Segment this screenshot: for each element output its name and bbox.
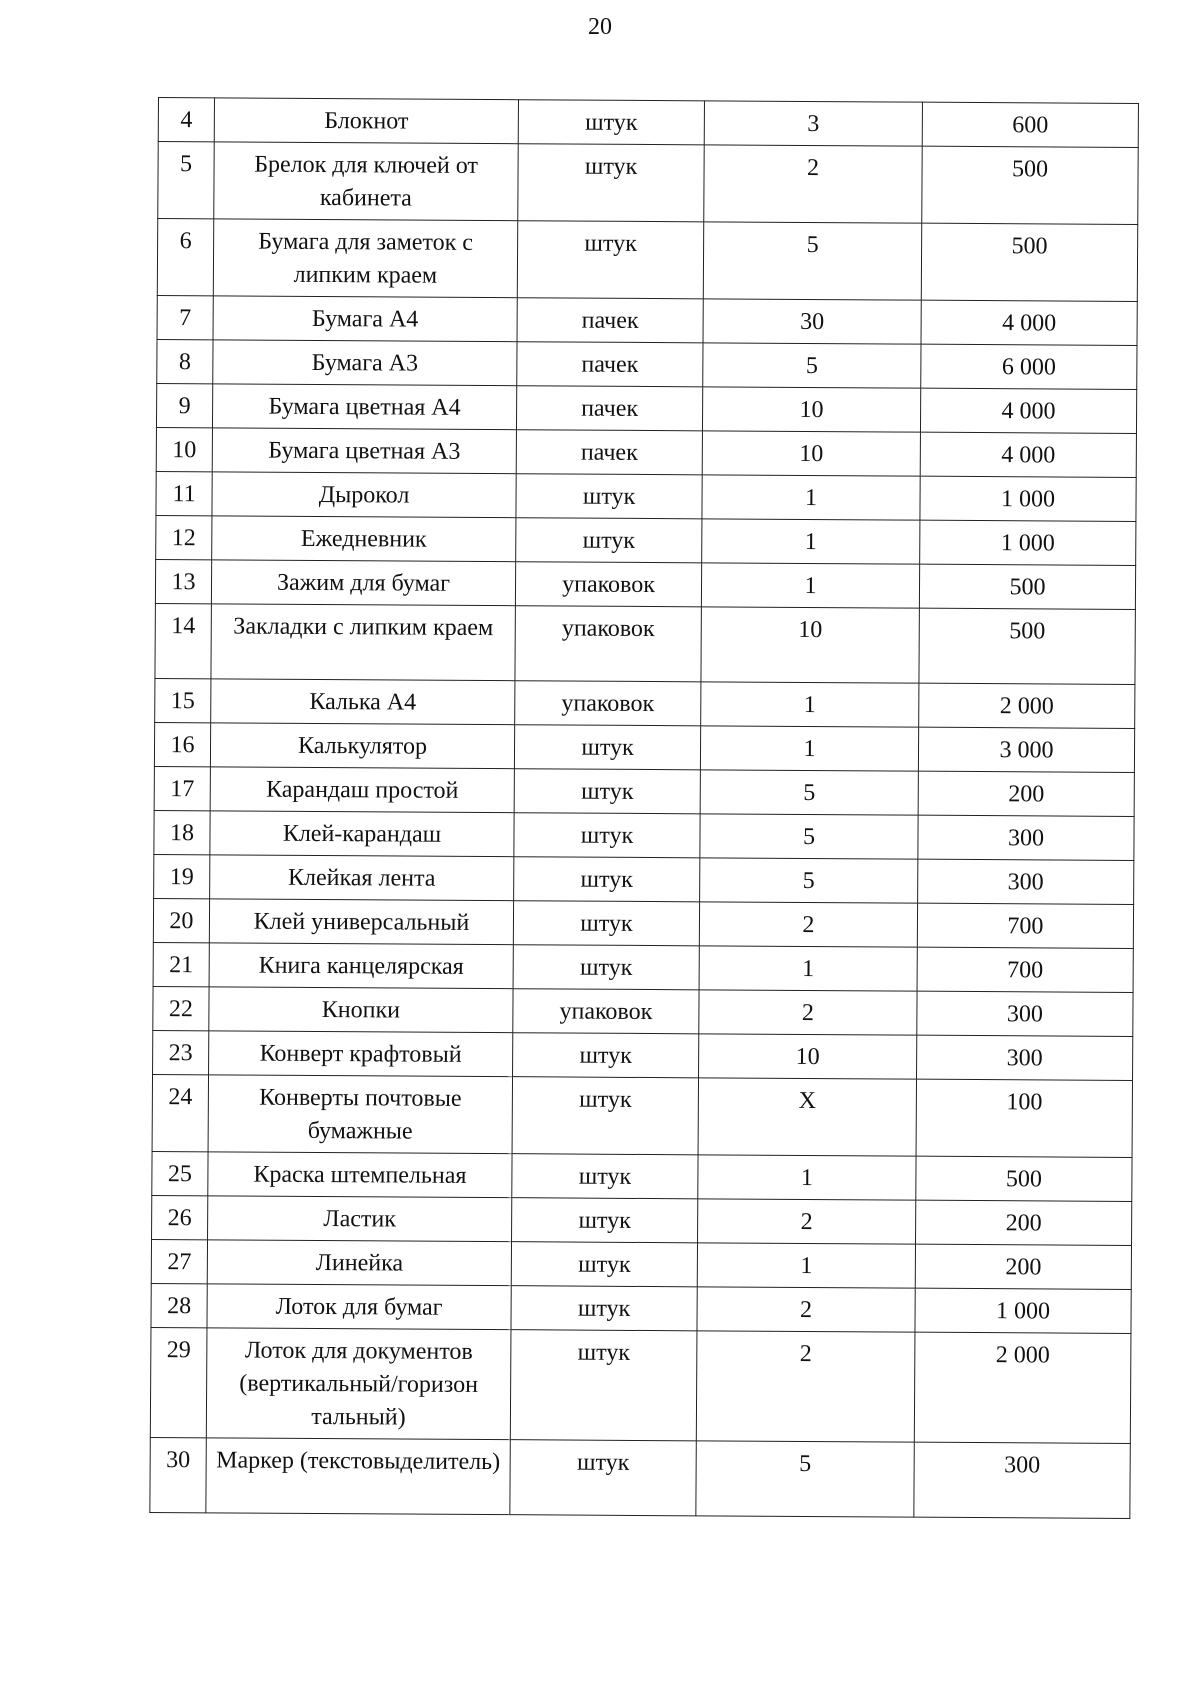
price-cell: 4 000 [920, 388, 1136, 433]
row-number-cell: 20 [153, 898, 209, 942]
unit-cell: штук [516, 518, 702, 563]
unit-cell: штук [513, 1033, 699, 1078]
item-name-cell: Калькулятор [210, 723, 514, 769]
unit-cell: штук [518, 144, 704, 222]
unit-cell: штук [512, 1154, 698, 1199]
table-row [156, 427, 1136, 477]
item-name-cell: Конверт крафтовый [209, 1031, 513, 1077]
item-name-cell: Ежедневник [212, 516, 516, 562]
unit-cell: штук [514, 813, 700, 858]
table-row [158, 142, 1138, 225]
quantity-cell: Х [698, 1078, 916, 1156]
item-name-cell: Бумага цветная А3 [212, 428, 516, 474]
unit-cell: штук [514, 725, 700, 770]
price-cell: 200 [918, 771, 1134, 816]
unit-cell: упаковок [515, 606, 701, 682]
item-name-cell: Краска штемпельная [208, 1152, 512, 1198]
row-number-cell: 27 [151, 1239, 207, 1283]
quantity-cell: 1 [697, 1243, 915, 1288]
quantity-cell: 30 [703, 299, 921, 344]
unit-cell: штук [513, 945, 699, 990]
row-number-cell: 17 [154, 766, 210, 810]
quantity-cell: 5 [700, 858, 918, 903]
item-name-cell: Закладки с липким краем [211, 604, 515, 681]
price-cell: 300 [918, 859, 1134, 904]
item-name-cell: Карандаш простой [210, 767, 514, 813]
item-name-cell: Бумага А4 [213, 296, 517, 342]
row-number-cell: 5 [158, 142, 214, 219]
item-name-cell: Бумага А3 [213, 340, 517, 386]
item-name-cell: Книга канцелярская [209, 943, 513, 989]
table-row [150, 1437, 1130, 1518]
quantity-cell: 2 [697, 1287, 915, 1332]
table-row [152, 1151, 1132, 1201]
unit-cell: штук [518, 100, 704, 145]
table-row [153, 942, 1133, 992]
price-cell: 500 [921, 223, 1137, 301]
quantity-cell: 3 [704, 101, 922, 146]
unit-cell: штук [513, 901, 699, 946]
quantity-cell: 2 [704, 145, 922, 223]
row-number-cell: 28 [151, 1283, 207, 1327]
row-number-cell: 10 [156, 427, 212, 471]
unit-cell: штук [510, 1330, 697, 1441]
row-number-cell: 9 [156, 383, 212, 427]
table-row [157, 219, 1137, 302]
item-name-cell: Клейкая лента [210, 855, 514, 901]
quantity-cell: 10 [702, 387, 920, 432]
item-name-cell: Дырокол [212, 472, 516, 518]
table-row [155, 559, 1135, 609]
unit-cell: упаковок [515, 681, 701, 726]
supplies-table-body [150, 98, 1139, 1519]
unit-cell: штук [510, 1440, 696, 1516]
row-number-cell: 13 [155, 559, 211, 603]
price-cell: 500 [919, 608, 1135, 684]
item-name-cell: Блокнот [214, 98, 518, 144]
quantity-cell: 5 [700, 814, 918, 859]
table-row [154, 810, 1134, 860]
item-name-cell: Брелок для ключей от кабинета [214, 142, 518, 221]
price-cell: 300 [917, 1035, 1133, 1080]
table-row [155, 678, 1135, 728]
row-number-cell: 8 [157, 339, 213, 383]
row-number-cell: 23 [153, 1030, 209, 1074]
price-cell: 500 [922, 146, 1138, 224]
quantity-cell: 1 [702, 519, 920, 564]
item-name-cell: Конверты почтовые бумажные [208, 1075, 512, 1154]
price-cell: 700 [917, 903, 1133, 948]
unit-cell: штук [516, 474, 702, 519]
quantity-cell: 2 [699, 902, 917, 947]
unit-cell: штук [517, 221, 703, 299]
item-name-cell: Калька А4 [211, 679, 515, 725]
page-number: 20 [588, 14, 612, 40]
unit-cell: упаковок [513, 989, 699, 1034]
unit-cell: пачек [517, 342, 703, 387]
unit-cell: штук [511, 1242, 697, 1287]
row-number-cell: 15 [155, 678, 211, 722]
item-name-cell: Бумага цветная А4 [212, 384, 516, 430]
unit-cell: пачек [516, 386, 702, 431]
quantity-cell: 2 [696, 1331, 915, 1442]
table-row [152, 1074, 1132, 1157]
price-cell: 300 [917, 991, 1133, 1036]
row-number-cell: 14 [155, 603, 211, 678]
quantity-cell: 1 [698, 1155, 916, 1200]
quantity-cell: 1 [699, 946, 917, 991]
quantity-cell: 1 [700, 726, 918, 771]
row-number-cell: 30 [150, 1437, 206, 1512]
price-cell: 100 [916, 1079, 1132, 1157]
quantity-cell: 10 [699, 1034, 917, 1079]
table-row [150, 1327, 1131, 1443]
supplies-table [149, 97, 1139, 1519]
price-cell: 600 [922, 102, 1138, 147]
unit-cell: штук [512, 1077, 698, 1155]
table-row [153, 986, 1133, 1036]
unit-cell: штук [514, 857, 700, 902]
row-number-cell: 4 [158, 98, 214, 142]
unit-cell: штук [511, 1286, 697, 1331]
quantity-cell: 10 [702, 431, 920, 476]
quantity-cell: 1 [701, 682, 919, 727]
row-number-cell: 12 [156, 515, 212, 559]
row-number-cell: 16 [154, 722, 210, 766]
price-cell: 2 000 [919, 683, 1135, 728]
row-number-cell: 26 [152, 1195, 208, 1239]
quantity-cell: 5 [703, 343, 921, 388]
item-name-cell: Лоток для бумаг [207, 1284, 511, 1330]
unit-cell: штук [514, 769, 700, 814]
price-cell: 1 000 [920, 520, 1136, 565]
unit-cell: пачек [517, 298, 703, 343]
unit-cell: штук [512, 1198, 698, 1243]
table-row [154, 854, 1134, 904]
quantity-cell: 5 [703, 222, 921, 300]
table-row [157, 295, 1137, 345]
unit-cell: пачек [516, 430, 702, 475]
table-row [152, 1195, 1132, 1245]
table-row [156, 471, 1136, 521]
item-name-cell: Ластик [208, 1196, 512, 1242]
row-number-cell: 6 [157, 219, 213, 296]
item-name-cell: Маркер (текстовыделитель) [206, 1438, 510, 1515]
price-cell: 200 [915, 1244, 1131, 1289]
price-cell: 300 [914, 1442, 1130, 1518]
quantity-cell: 10 [701, 607, 919, 683]
row-number-cell: 21 [153, 942, 209, 986]
price-cell: 500 [919, 564, 1135, 609]
quantity-cell: 5 [700, 770, 918, 815]
quantity-cell: 1 [702, 475, 920, 520]
price-cell: 6 000 [921, 344, 1137, 389]
price-cell: 4 000 [920, 432, 1136, 477]
quantity-cell: 2 [699, 990, 917, 1035]
table-row [154, 766, 1134, 816]
table-row [158, 98, 1138, 148]
item-name-cell: Бумага для заметок с липким краем [213, 219, 517, 298]
price-cell: 2 000 [914, 1332, 1131, 1443]
quantity-cell: 2 [698, 1199, 916, 1244]
price-cell: 4 000 [921, 300, 1137, 345]
table-row [153, 1030, 1133, 1080]
row-number-cell: 25 [152, 1151, 208, 1195]
price-cell: 700 [917, 947, 1133, 992]
supplies-table-container [149, 97, 1138, 1519]
item-name-cell: Зажим для бумаг [211, 560, 515, 606]
price-cell: 1 000 [920, 476, 1136, 521]
row-number-cell: 22 [153, 986, 209, 1030]
item-name-cell: Клей-карандаш [210, 811, 514, 857]
table-row [151, 1239, 1131, 1289]
table-row [157, 339, 1137, 389]
price-cell: 200 [916, 1200, 1132, 1245]
item-name-cell: Клей универсальный [209, 899, 513, 945]
price-cell: 1 000 [915, 1288, 1131, 1333]
row-number-cell: 7 [157, 295, 213, 339]
quantity-cell: 1 [701, 563, 919, 608]
row-number-cell: 18 [154, 810, 210, 854]
row-number-cell: 24 [152, 1074, 208, 1151]
price-cell: 500 [916, 1156, 1132, 1201]
table-row [155, 603, 1135, 684]
row-number-cell: 29 [150, 1327, 207, 1437]
row-number-cell: 19 [154, 854, 210, 898]
quantity-cell: 5 [696, 1441, 914, 1517]
item-name-cell: Кнопки [209, 987, 513, 1033]
table-row [151, 1283, 1131, 1333]
unit-cell: упаковок [515, 562, 701, 607]
table-row [156, 383, 1136, 433]
item-name-cell: Линейка [207, 1240, 511, 1286]
row-number-cell: 11 [156, 471, 212, 515]
price-cell: 3 000 [918, 727, 1134, 772]
price-cell: 300 [918, 815, 1134, 860]
table-row [153, 898, 1133, 948]
table-row [156, 515, 1136, 565]
table-row [154, 722, 1134, 772]
item-name-cell: Лоток для документов (вертикальный/горизон тальный) [206, 1328, 511, 1440]
